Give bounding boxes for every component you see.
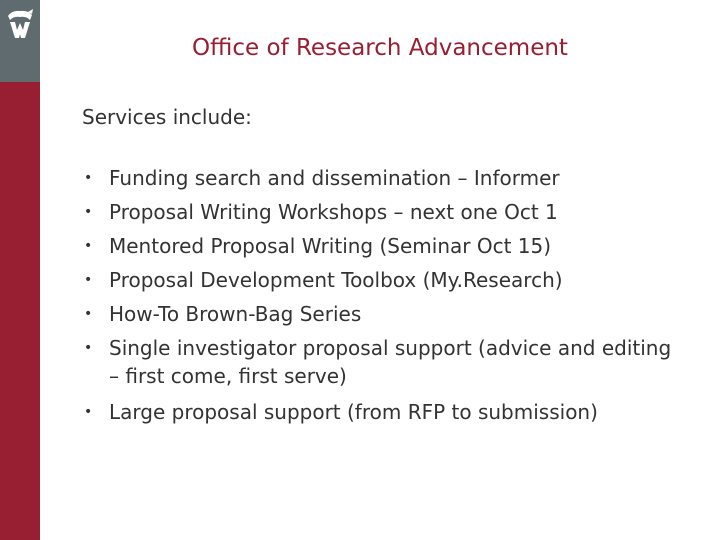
- university-logo-icon: [6, 8, 34, 42]
- bullet-icon: •: [84, 170, 93, 186]
- bullet-icon: •: [84, 404, 93, 420]
- bullet-icon: •: [84, 204, 93, 220]
- list-item-text: Funding search and dissemination – Informer: [109, 166, 560, 190]
- logo-panel: [0, 0, 40, 82]
- list-item-text: Mentored Proposal Writing (Seminar Oct 15): [109, 234, 552, 258]
- list-item: [84, 300, 684, 328]
- list-item: [84, 334, 684, 390]
- bullet-icon: •: [84, 340, 93, 356]
- bullet-icon: •: [84, 306, 93, 322]
- list-item: [84, 198, 684, 226]
- list-item-text: How-To Brown-Bag Series: [109, 302, 362, 326]
- list-item-text: Proposal Writing Workshops – next one Oct 1: [109, 200, 558, 224]
- list-item: [84, 164, 684, 192]
- intro-text: Services include:: [82, 105, 252, 129]
- list-item: [84, 232, 684, 260]
- crimson-side-bar: [0, 82, 40, 540]
- bullet-icon: •: [84, 272, 93, 288]
- list-item-text: Single investigator proposal support (advice and editing – first come, first serve): [109, 336, 672, 388]
- slide-title: Office of Research Advancement: [192, 35, 568, 61]
- bullet-icon: •: [84, 238, 93, 254]
- services-list: [84, 164, 684, 432]
- list-item: [84, 266, 684, 294]
- list-item-text: Proposal Development Toolbox (My.Research): [109, 268, 563, 292]
- list-item: [84, 398, 684, 426]
- list-item-text: Large proposal support (from RFP to submission): [109, 400, 598, 424]
